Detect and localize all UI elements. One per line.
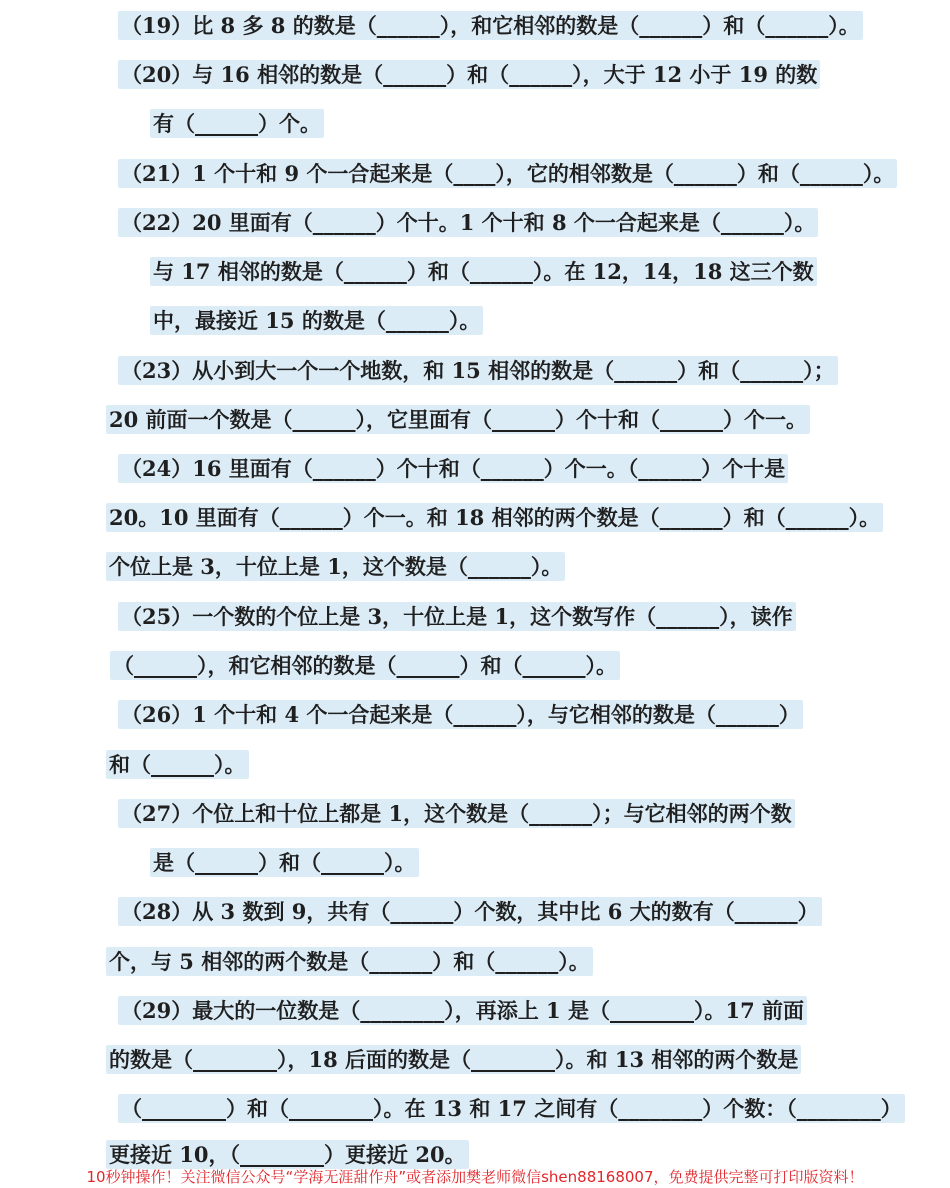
question-25-line-1: （25）一个数的个位上是 3，十位上是 1，这个数写作（______），读作 <box>118 599 796 635</box>
question-26-line-1: （26）1 个十和 4 个一合起来是（______），与它相邻的数是（______） <box>118 697 803 733</box>
question-29-line-3: （________）和（________）。在 13 和 17 之间有（________）个数：（________） <box>118 1091 905 1127</box>
question-22-line-1: （22）20 里面有（______）个十。1 个十和 8 个一合起来是（______）。 <box>118 205 818 241</box>
question-28-line-2: 个，与 5 相邻的两个数是（______）和（______）。 <box>106 944 593 980</box>
question-27-line-2: 是（______）和（______）。 <box>150 845 419 881</box>
question-27-line-1: （27）个位上和十位上都是 1，这个数是（______）；与它相邻的两个数 <box>118 796 795 832</box>
question-29-line-1: （29）最大的一位数是（________），再添上 1 是（________）。17 前面 <box>118 993 807 1029</box>
question-23-line-1: （23）从小到大一个一个地数，和 15 相邻的数是（______）和（______）； <box>118 353 838 389</box>
question-26-line-2: 和（______）。 <box>106 747 249 783</box>
question-24-line-2: 20。10 里面有（______）个一。和 18 相邻的两个数是（______）和（______）。 <box>106 500 883 536</box>
question-24-line-1: （24）16 里面有（______）个十和（______）个一。（______）个十是 <box>118 451 788 487</box>
footer-promo-text: 10秒钟操作！关注微信公众号“学海无涯甜作舟”或者添加樊老师微信shen88168007，免费提供完整可打印版资料！ <box>86 1168 864 1186</box>
question-22-line-2: 与 17 相邻的数是（______）和（______）。在 12，14，18 这三个数 <box>150 254 817 290</box>
question-24-line-3: 个位上是 3，十位上是 1，这个数是（______）。 <box>106 549 565 585</box>
question-19-line-1: （19）比 8 多 8 的数是（______），和它相邻的数是（______）和（______）。 <box>118 8 863 44</box>
question-23-line-2: 20 前面一个数是（______），它里面有（______）个十和（______）个一。 <box>106 402 810 438</box>
question-29-line-4: 更接近 10，（________）更接近 20。 <box>106 1137 469 1173</box>
question-29-line-2: 的数是（________），18 后面的数是（________）。和 13 相邻的两个数是 <box>106 1042 801 1078</box>
question-22-line-3: 中，最接近 15 的数是（______）。 <box>150 303 483 339</box>
question-28-line-1: （28）从 3 数到 9，共有（______）个数，其中比 6 大的数有（______） <box>118 894 822 930</box>
question-21-line-1: （21）1 个十和 9 个一合起来是（____），它的相邻数是（______）和（______）。 <box>118 156 897 192</box>
question-20-line-2: 有（______）个。 <box>150 106 324 142</box>
question-20-line-1: （20）与 16 相邻的数是（______）和（______），大于 12 小于 19 的数 <box>118 57 820 93</box>
question-25-line-2: （______），和它相邻的数是（______）和（______）。 <box>110 648 620 684</box>
